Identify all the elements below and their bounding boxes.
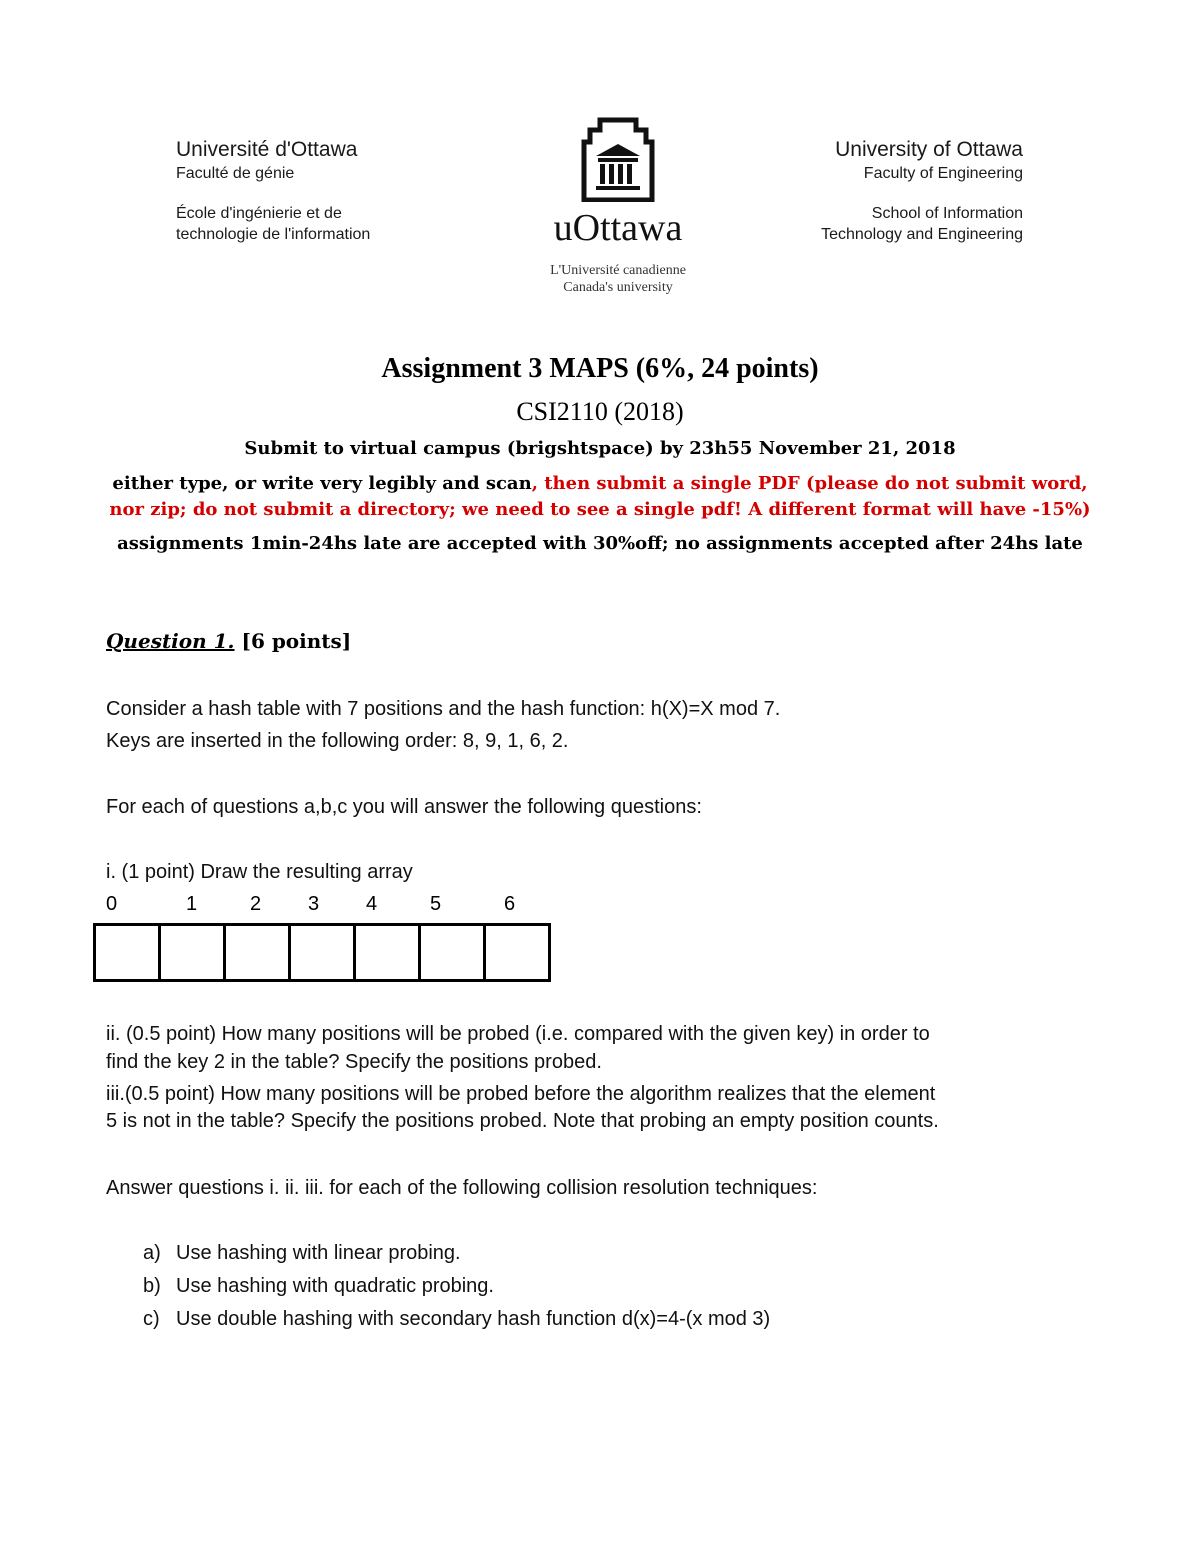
header-right-title: University of Ottawa xyxy=(835,138,1023,161)
uottawa-logo xyxy=(548,112,688,312)
header-left-faculty: Faculté de génie xyxy=(176,165,295,182)
answer-prompt: Answer questions i. ii. iii. for each of the following collision resolution techniques: xyxy=(106,1177,818,1199)
option-label: c) xyxy=(143,1308,160,1330)
array-index: 2 xyxy=(250,893,262,915)
logo-tagline-fr: L'Université canadienne xyxy=(550,263,686,278)
late-policy: assignments 1min-24hs late are accepted with 30%off; no assignments accepted after 24hs late xyxy=(117,533,1083,554)
option-text: Use double hashing with secondary hash function d(x)=4-(x mod 3) xyxy=(176,1308,771,1330)
logo-tagline-en: Canada's university xyxy=(563,280,673,295)
format-rule-red: , then submit a single PDF (please do not submit word, xyxy=(531,473,1088,494)
format-rule-line1 xyxy=(0,473,1200,494)
array-cell xyxy=(161,926,226,979)
array-index: 0 xyxy=(106,893,118,915)
hash-array-grid xyxy=(93,923,551,982)
question-instructions: For each of questions a,b,c you will answer the following questions: xyxy=(106,796,702,818)
submission-info: Submit to virtual campus (brigshtspace) by 23h55 November 21, 2018 xyxy=(244,438,956,459)
array-cell xyxy=(96,926,161,979)
question-intro-2: Keys are inserted in the following order: 8, 9, 1, 6, 2. xyxy=(106,730,569,752)
format-rule-black: either type, or write very legibly and scan xyxy=(112,473,532,494)
header-right-faculty: Faculty of Engineering xyxy=(863,165,1023,182)
array-cell xyxy=(421,926,486,979)
header-right-block xyxy=(683,137,1023,245)
option-text: Use hashing with linear probing. xyxy=(176,1242,461,1264)
question-points: [6 points] xyxy=(234,629,352,653)
array-index: 1 xyxy=(186,893,198,915)
array-cell xyxy=(356,926,421,979)
part-ii-line1: ii. (0.5 point) How many positions will be probed (i.e. compared with the given key) in order to xyxy=(106,1023,930,1045)
header-right-school-line1: School of Information xyxy=(871,205,1023,222)
format-rule-line2: nor zip; do not submit a directory; we need to see a single pdf! A different format will have -15%) xyxy=(109,499,1091,520)
array-cell xyxy=(291,926,356,979)
header-right-school-line2: Technology and Engineering xyxy=(821,226,1023,243)
header-left-block xyxy=(176,137,496,245)
university-building-icon xyxy=(580,112,656,202)
array-cell xyxy=(226,926,291,979)
array-cell xyxy=(486,926,548,979)
course-code: CSI2110 (2018) xyxy=(516,397,684,426)
option-text: Use hashing with quadratic probing. xyxy=(176,1275,494,1297)
part-iii-line1: iii.(0.5 point) How many positions will be probed before the algorithm realizes that the element xyxy=(106,1083,936,1105)
header-left-title: Université d'Ottawa xyxy=(176,138,358,161)
question-intro-1: Consider a hash table with 7 positions and the hash function: h(X)=X mod 7. xyxy=(106,698,781,720)
option-label: b) xyxy=(143,1275,161,1297)
assignment-title: Assignment 3 MAPS (6%, 24 points) xyxy=(381,353,819,384)
header-left-school-line1: École d'ingénierie et de xyxy=(176,205,342,222)
part-ii-line2: find the key 2 in the table? Specify the positions probed. xyxy=(106,1051,602,1073)
logo-wordmark: uOttawa xyxy=(553,207,683,249)
part-i: i. (1 point) Draw the resulting array xyxy=(106,861,413,883)
array-index: 6 xyxy=(504,893,516,915)
array-index: 3 xyxy=(308,893,320,915)
question-label: Question 1. xyxy=(106,629,235,653)
array-index: 4 xyxy=(366,893,378,915)
array-index: 5 xyxy=(430,893,442,915)
part-iii-line2: 5 is not in the table? Specify the positions probed. Note that probing an empty position counts. xyxy=(106,1110,939,1132)
header-left-school-line2: technologie de l'information xyxy=(176,226,371,243)
question-heading xyxy=(106,629,351,653)
option-label: a) xyxy=(143,1242,161,1264)
